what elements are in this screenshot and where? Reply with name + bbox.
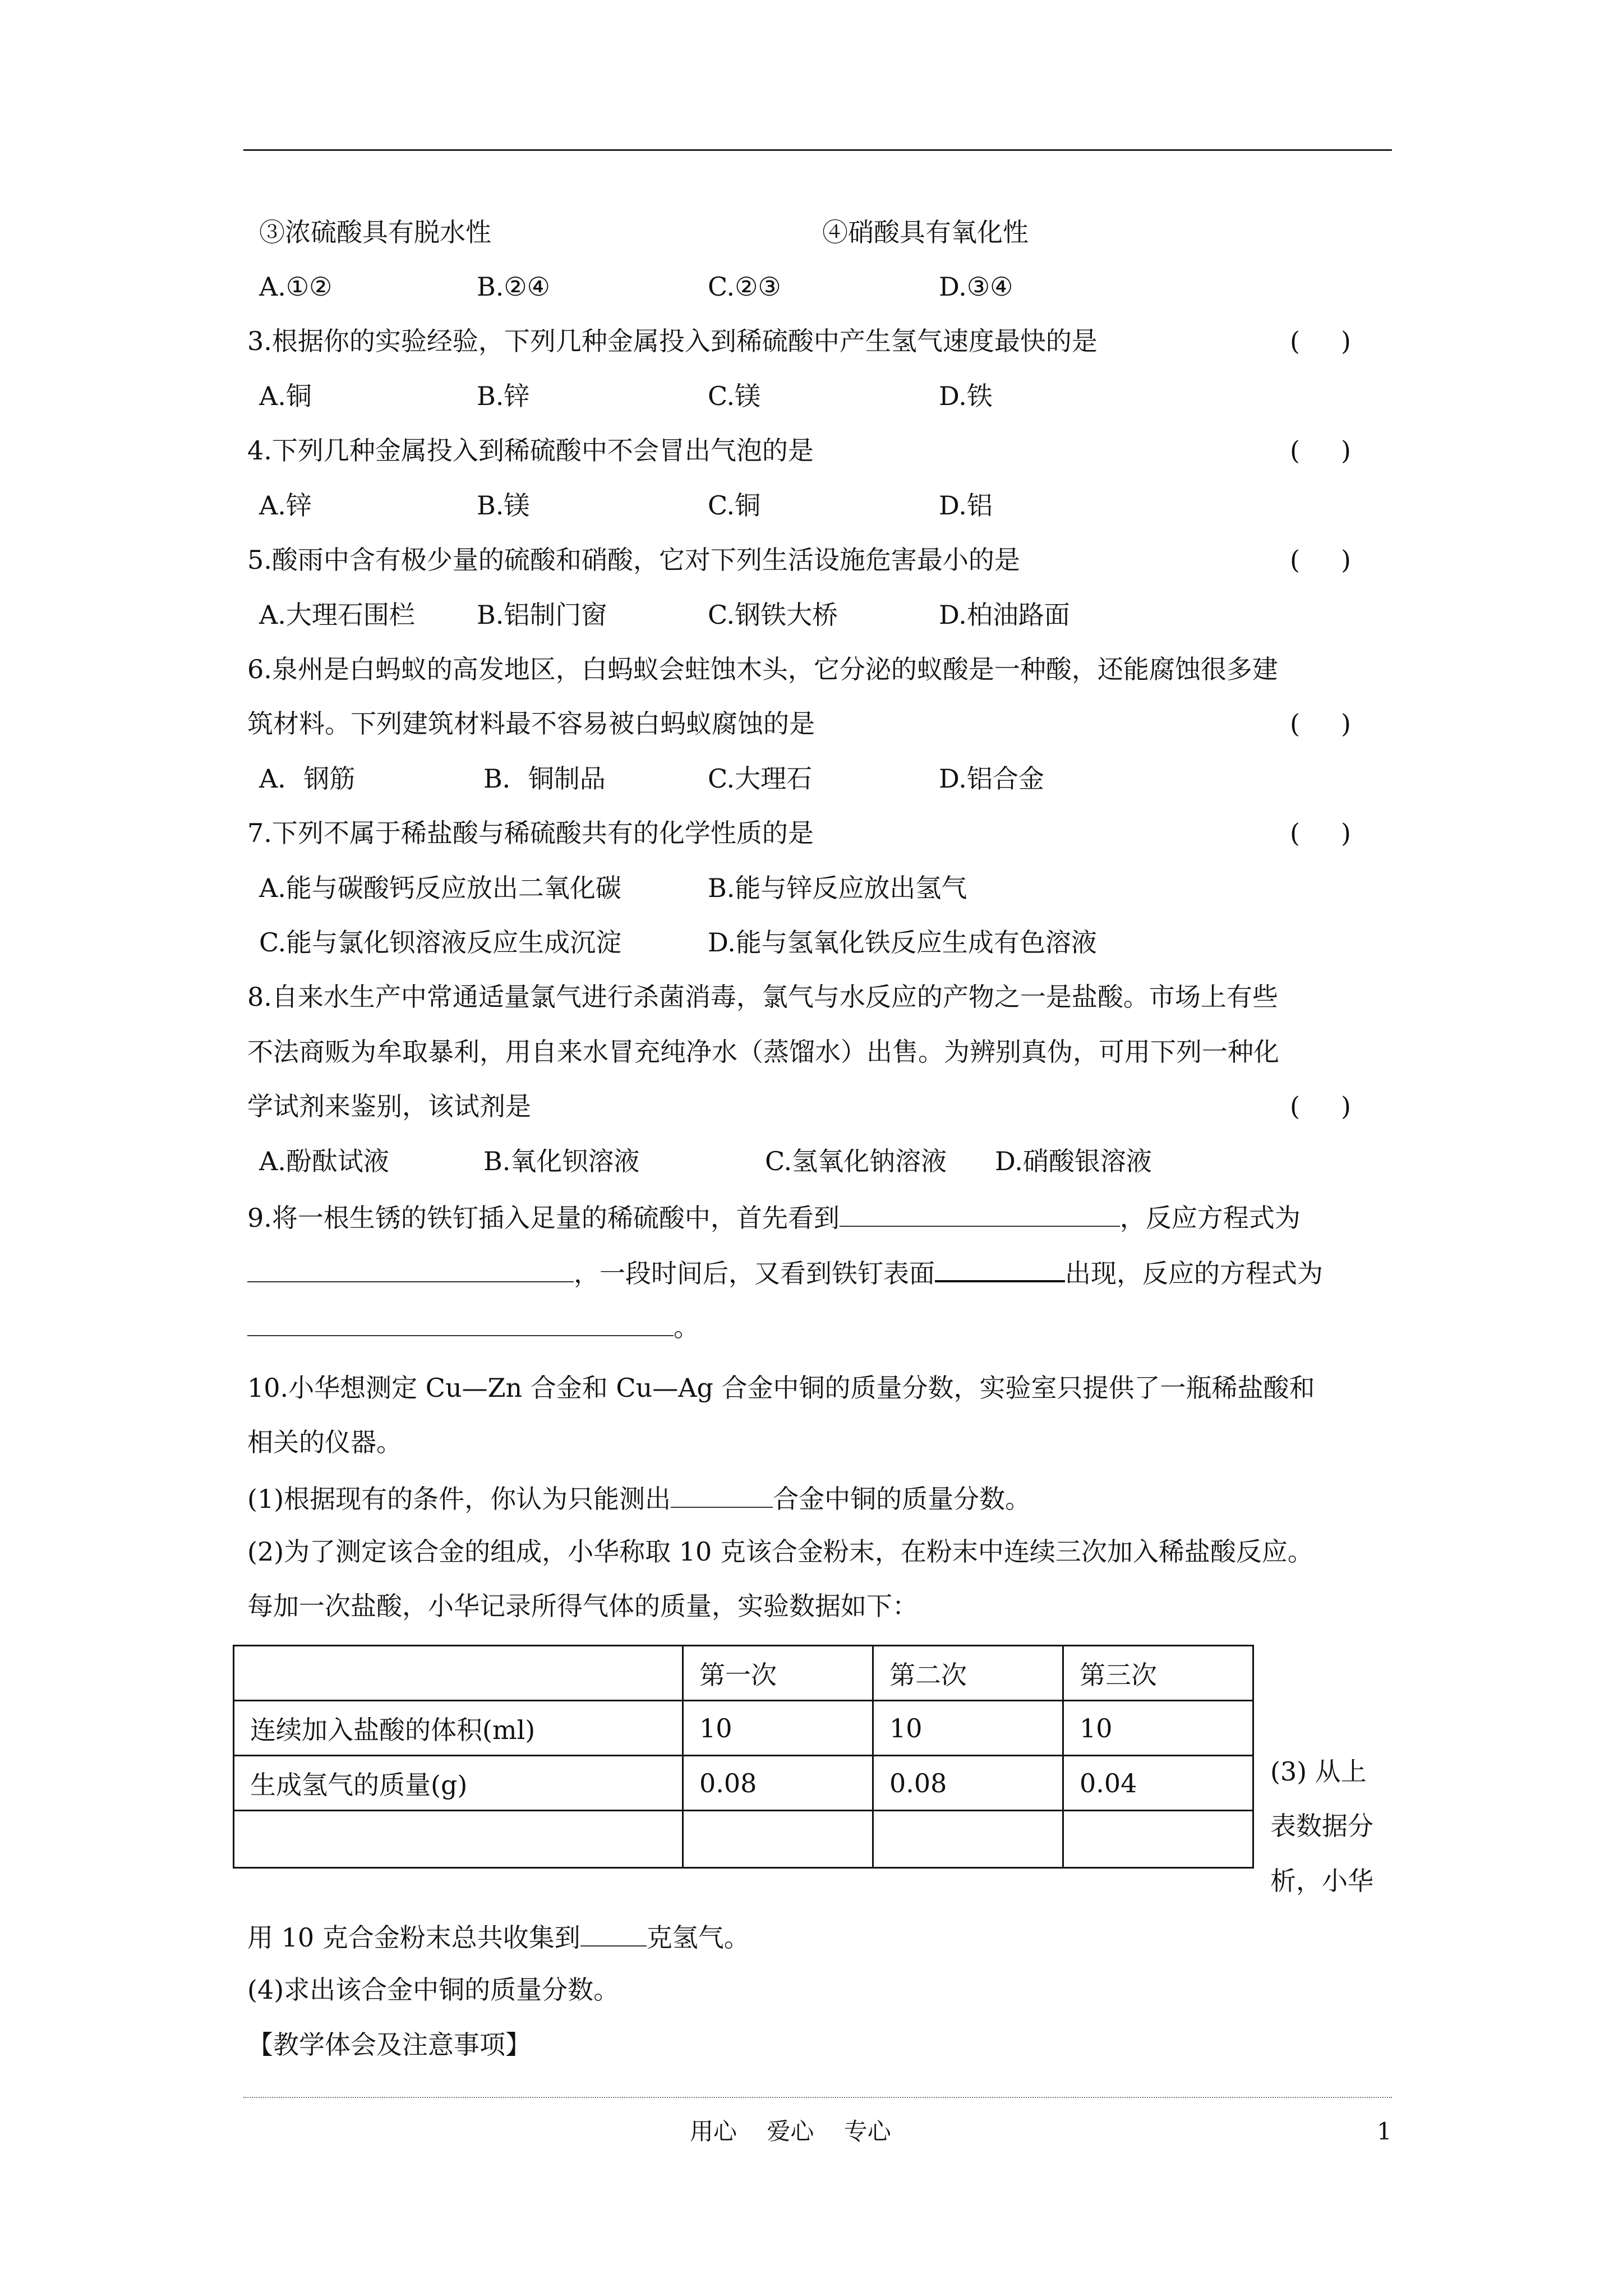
- table-empty-row: [234, 1811, 1253, 1868]
- q2-choice-c: C.②③: [708, 272, 781, 302]
- q7-stem: 7.下列不属于稀盐酸与稀硫酸共有的化学性质的是: [247, 818, 814, 848]
- q9-text-2: ，反应方程式为: [1119, 1203, 1301, 1233]
- q9-line-1: [247, 1199, 1301, 1235]
- q6-choice-c: C.大理石: [708, 763, 813, 794]
- experiment-data-table: [233, 1645, 1254, 1869]
- q7-choice-a: A.能与碳酸钙反应放出二氧化碳: [259, 873, 621, 903]
- q2-choice-d: D.③④: [939, 272, 1013, 302]
- q6-choice-d: D.铝合金: [939, 763, 1044, 794]
- q3-stem: 3.根据你的实验经验，下列几种金属投入到稀硫酸中产生氢气速度最快的是: [247, 326, 1098, 356]
- q10-sub-3-side-line-3: 析，小华: [1270, 1866, 1373, 1896]
- table-cell: 10: [683, 1701, 873, 1756]
- q9-text-1: 9.将一根生锈的铁钉插入足量的稀硫酸中，首先看到: [247, 1203, 840, 1233]
- q10-sub-3-side-line-2: 表数据分: [1270, 1811, 1373, 1841]
- table-row: [234, 1701, 1253, 1756]
- q10-stem-line-2: 相关的仪器。: [247, 1427, 402, 1457]
- footer-motto: 用心 爱心 专心: [690, 2118, 891, 2145]
- q10-sub-2-line-2: 每加一次盐酸，小华记录所得气体的质量，实验数据如下：: [247, 1591, 918, 1621]
- table-header-cell: 第二次: [873, 1646, 1063, 1701]
- table-empty-cell[interactable]: [873, 1811, 1063, 1868]
- q9-blank-equation-2[interactable]: [247, 1308, 674, 1336]
- q6-choice-b: B．铜制品: [483, 763, 606, 794]
- header-rule: [243, 149, 1392, 151]
- q10-sub-4: (4)求出该合金中铜的质量分数。: [247, 1975, 620, 2005]
- table-cell: 0.08: [683, 1756, 873, 1811]
- q7-choice-b: B.能与锌反应放出氢气: [708, 873, 967, 903]
- table-header-row: [234, 1646, 1253, 1701]
- q8-choice-d: D.硝酸银溶液: [995, 1146, 1152, 1176]
- q10-blank-alloy[interactable]: [671, 1480, 773, 1508]
- q10-sub-1-text-b: 合金中铜的质量分数。: [773, 1484, 1031, 1514]
- q5-stem: 5.酸雨中含有极少量的硫酸和硝酸，它对下列生活设施危害最小的是: [247, 545, 1020, 575]
- table-header-cell: [234, 1646, 683, 1701]
- table-empty-cell[interactable]: [1063, 1811, 1253, 1868]
- table-cell: 0.04: [1063, 1756, 1253, 1811]
- q5-choice-a: A.大理石围栏: [259, 600, 415, 630]
- q10-sub-3-text-a: 用 10 克合金粉末总共收集到: [247, 1922, 580, 1953]
- q9-line-2: [247, 1253, 1323, 1290]
- q10-stem-line-1: 10.小华想测定 Cu—Zn 合金和 Cu—Ag 合金中铜的质量分数，实验室只提供了一瓶稀盐酸和: [247, 1373, 1315, 1403]
- table-cell: 0.08: [873, 1756, 1063, 1811]
- q8-choice-c: C.氢氧化钠溶液: [765, 1146, 947, 1176]
- table-header-cell: 第一次: [683, 1646, 873, 1701]
- q4-answer-paren: ( ): [1290, 435, 1352, 466]
- q8-choice-a: A.酚酞试液: [259, 1146, 389, 1176]
- q5-choice-d: D.柏油路面: [939, 600, 1070, 630]
- q3-choice-d: D.铁: [939, 381, 993, 411]
- q8-stem-line-3: 学试剂来鉴别，该试剂是: [247, 1091, 531, 1121]
- q5-choice-c: C.钢铁大桥: [708, 600, 838, 630]
- q7-answer-paren: ( ): [1290, 818, 1352, 848]
- q10-sub-1-text-a: (1)根据现有的条件，你认为只能测出: [247, 1484, 671, 1514]
- table-cell: 10: [1063, 1701, 1253, 1756]
- q4-choice-d: D.铝: [939, 490, 993, 521]
- q2-choice-b: B.②④: [477, 272, 550, 302]
- q10-sub-3-side-line-1: (3) 从上: [1270, 1756, 1367, 1787]
- q6-choice-a: A．钢筋: [259, 763, 356, 794]
- footer-rule: [243, 2097, 1392, 2098]
- q2-item-4: ④硝酸具有氧化性: [822, 217, 1029, 247]
- table-empty-cell[interactable]: [683, 1811, 873, 1868]
- q8-stem-line-1: 8.自来水生产中常通适量氯气进行杀菌消毒，氯气与水反应的产物之一是盐酸。市场上有些: [247, 982, 1278, 1012]
- q5-answer-paren: ( ): [1290, 545, 1352, 575]
- q8-stem-line-2: 不法商贩为牟取暴利，用自来水冒充纯净水（蒸馏水）出售。为辨别真伪，可用下列一种化: [247, 1037, 1279, 1067]
- q6-stem-line-1: 6.泉州是白蚂蚁的高发地区，白蚂蚁会蛀蚀木头，它分泌的蚁酸是一种酸，还能腐蚀很多建: [247, 654, 1278, 684]
- q10-sub-3-text-b: 克氢气。: [646, 1922, 750, 1953]
- q3-choice-a: A.铜: [259, 381, 312, 411]
- q4-choice-b: B.镁: [477, 490, 530, 521]
- q2-item-3: ③浓硫酸具有脱水性: [259, 217, 491, 247]
- table-empty-cell[interactable]: [234, 1811, 683, 1868]
- table-cell: 生成氢气的质量(g): [234, 1756, 683, 1811]
- q10-sub-3-continuation: [247, 1918, 750, 1954]
- table-header-cell: 第三次: [1063, 1646, 1253, 1701]
- table-row: [234, 1756, 1253, 1811]
- q8-choice-b: B.氧化钡溶液: [483, 1146, 640, 1176]
- q3-choice-c: C.镁: [708, 381, 761, 411]
- page-number: 1: [1377, 2118, 1392, 2145]
- q9-blank-observation[interactable]: [840, 1199, 1120, 1227]
- q4-choice-a: A.锌: [259, 490, 312, 521]
- q3-choice-b: B.锌: [477, 381, 530, 411]
- q5-choice-b: B.铝制门窗: [477, 600, 607, 630]
- q10-blank-hydrogen-mass[interactable]: [580, 1918, 647, 1947]
- q6-stem-line-2: 筑材料。下列建筑材料最不容易被白蚂蚁腐蚀的是: [247, 708, 815, 739]
- q9-blank-surface[interactable]: [935, 1253, 1065, 1282]
- q9-text-4: 出现，反应的方程式为: [1065, 1258, 1323, 1289]
- q6-answer-paren: ( ): [1290, 708, 1352, 739]
- q4-stem: 4.下列几种金属投入到稀硫酸中不会冒出气泡的是: [247, 435, 814, 466]
- section-heading: 【教学体会及注意事项】: [247, 2030, 531, 2060]
- q4-choice-c: C.铜: [708, 490, 761, 521]
- q9-text-3: ，一段时间后，又看到铁钉表面: [574, 1258, 935, 1289]
- q10-sub-1: [247, 1480, 1031, 1516]
- q9-text-5: 。: [674, 1312, 699, 1342]
- q2-choice-a: A.①②: [259, 272, 333, 302]
- q7-choice-d: D.能与氢氧化铁反应生成有色溶液: [708, 927, 1097, 958]
- q3-answer-paren: ( ): [1290, 326, 1352, 356]
- q7-choice-c: C.能与氯化钡溶液反应生成沉淀: [259, 927, 622, 958]
- q9-blank-equation-1[interactable]: [247, 1254, 574, 1282]
- q9-line-3: [247, 1308, 699, 1344]
- table-cell: 10: [873, 1701, 1063, 1756]
- q10-sub-2-line-1: (2)为了测定该合金的组成，小华称取 10 克该合金粉末，在粉末中连续三次加入稀盐酸反应。: [247, 1536, 1313, 1567]
- q8-answer-paren: ( ): [1290, 1091, 1352, 1121]
- table-cell: 连续加入盐酸的体积(ml): [234, 1701, 683, 1756]
